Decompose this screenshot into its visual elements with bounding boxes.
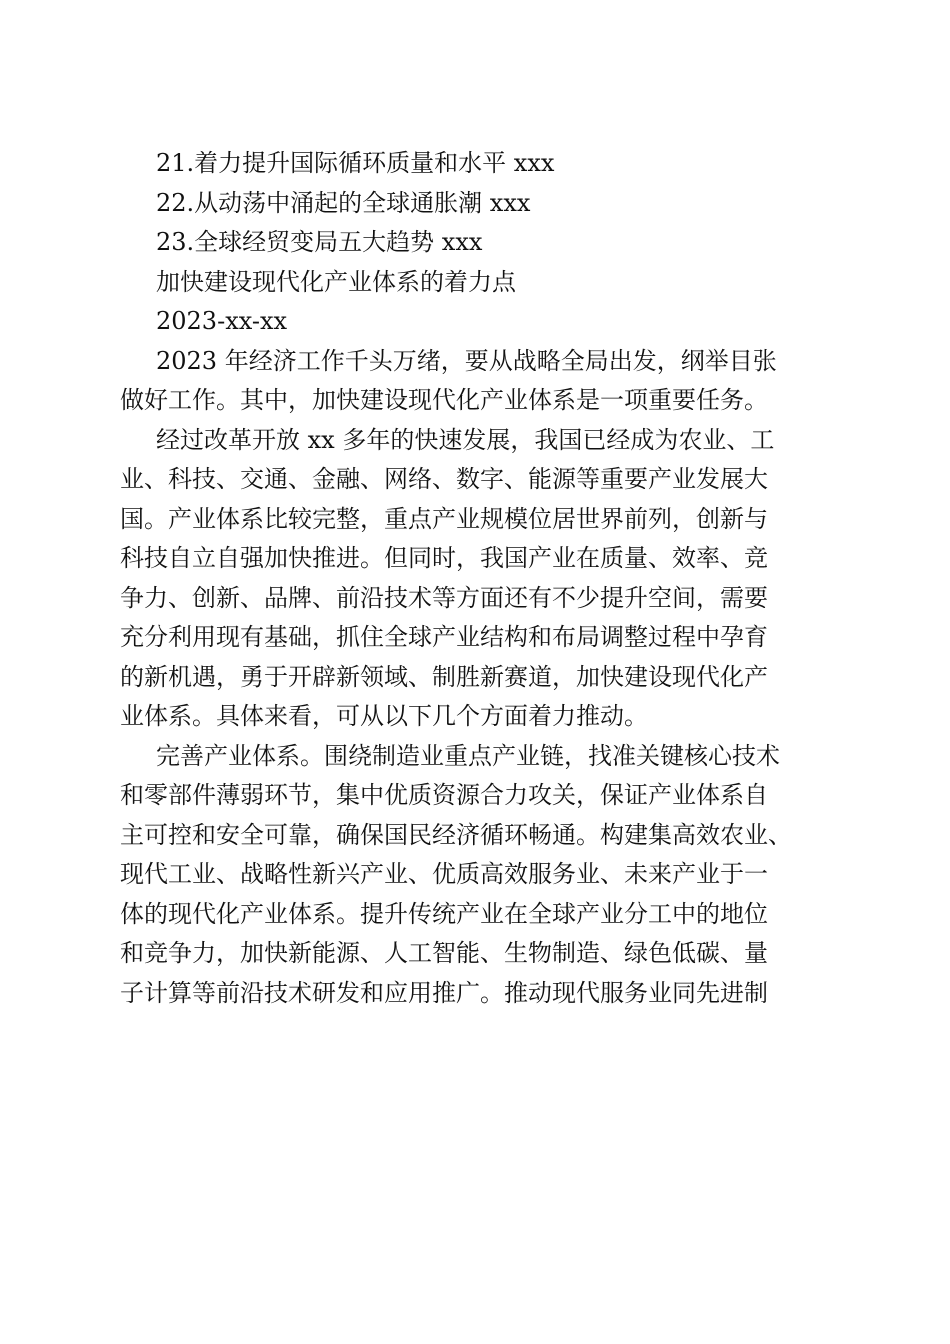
paragraph-line: 主可控和安全可靠，确保国民经济循环畅通。构建集高效农业、 (120, 820, 792, 849)
paragraph-line: 国。产业体系比较完整，重点产业规模位居世界前列，创新与 (120, 504, 768, 533)
paragraph-line: 争力、创新、品牌、前沿技术等方面还有不少提升空间，需要 (120, 583, 768, 612)
paragraph-1 (120, 342, 840, 421)
paragraph-line: 子计算等前沿技术研发和应用推广。推动现代服务业同先进制 (120, 978, 768, 1007)
document-body (120, 144, 840, 1013)
paragraph-line: 完善产业体系。围绕制造业重点产业链，找准关键核心技术 (156, 741, 780, 770)
paragraph-line: 经过改革开放 xx 多年的快速发展，我国已经成为农业、工 (156, 425, 775, 454)
toc-entry-21: 21.着力提升国际循环质量和水平 xxx (156, 149, 555, 177)
paragraph-line: 充分利用现有基础，抓住全球产业结构和布局调整过程中孕育 (120, 623, 768, 651)
toc-entry-23: 23.全球经贸变局五大趋势 xxx (156, 228, 483, 256)
paragraph-line: 和竞争力，加快新能源、人工智能、生物制造、绿色低碳、量 (120, 939, 768, 967)
paragraph-line: 业体系。具体来看，可从以下几个方面着力推动。 (120, 702, 648, 730)
paragraph-line: 的新机遇，勇于开辟新领域、制胜新赛道，加快建设现代化产 (120, 662, 768, 691)
article-title: 加快建设现代化产业体系的着力点 (156, 267, 516, 296)
paragraph-line: 和零部件薄弱环节，集中优质资源合力攻关，保证产业体系自 (120, 781, 768, 809)
paragraph-line: 做好工作。其中，加快建设现代化产业体系是一项重要任务。 (120, 386, 768, 414)
paragraph-2 (120, 421, 840, 737)
paragraph-line: 现代工业、战略性新兴产业、优质高效服务业、未来产业于一 (120, 860, 768, 888)
paragraph-line: 科技自立自强加快推进。但同时，我国产业在质量、效率、竞 (120, 544, 768, 572)
paragraph-3 (120, 737, 840, 1014)
paragraph-line: 2023 年经济工作千头万绪，要从战略全局出发，纲举目张 (156, 346, 777, 375)
article-date: 2023-xx-xx (156, 307, 288, 335)
paragraph-line: 业、科技、交通、金融、网络、数字、能源等重要产业发展大 (120, 465, 768, 493)
toc-entry-22: 22.从动荡中涌起的全球通胀潮 xxx (156, 188, 531, 217)
paragraph-line: 体的现代化产业体系。提升传统产业在全球产业分工中的地位 (120, 899, 768, 928)
